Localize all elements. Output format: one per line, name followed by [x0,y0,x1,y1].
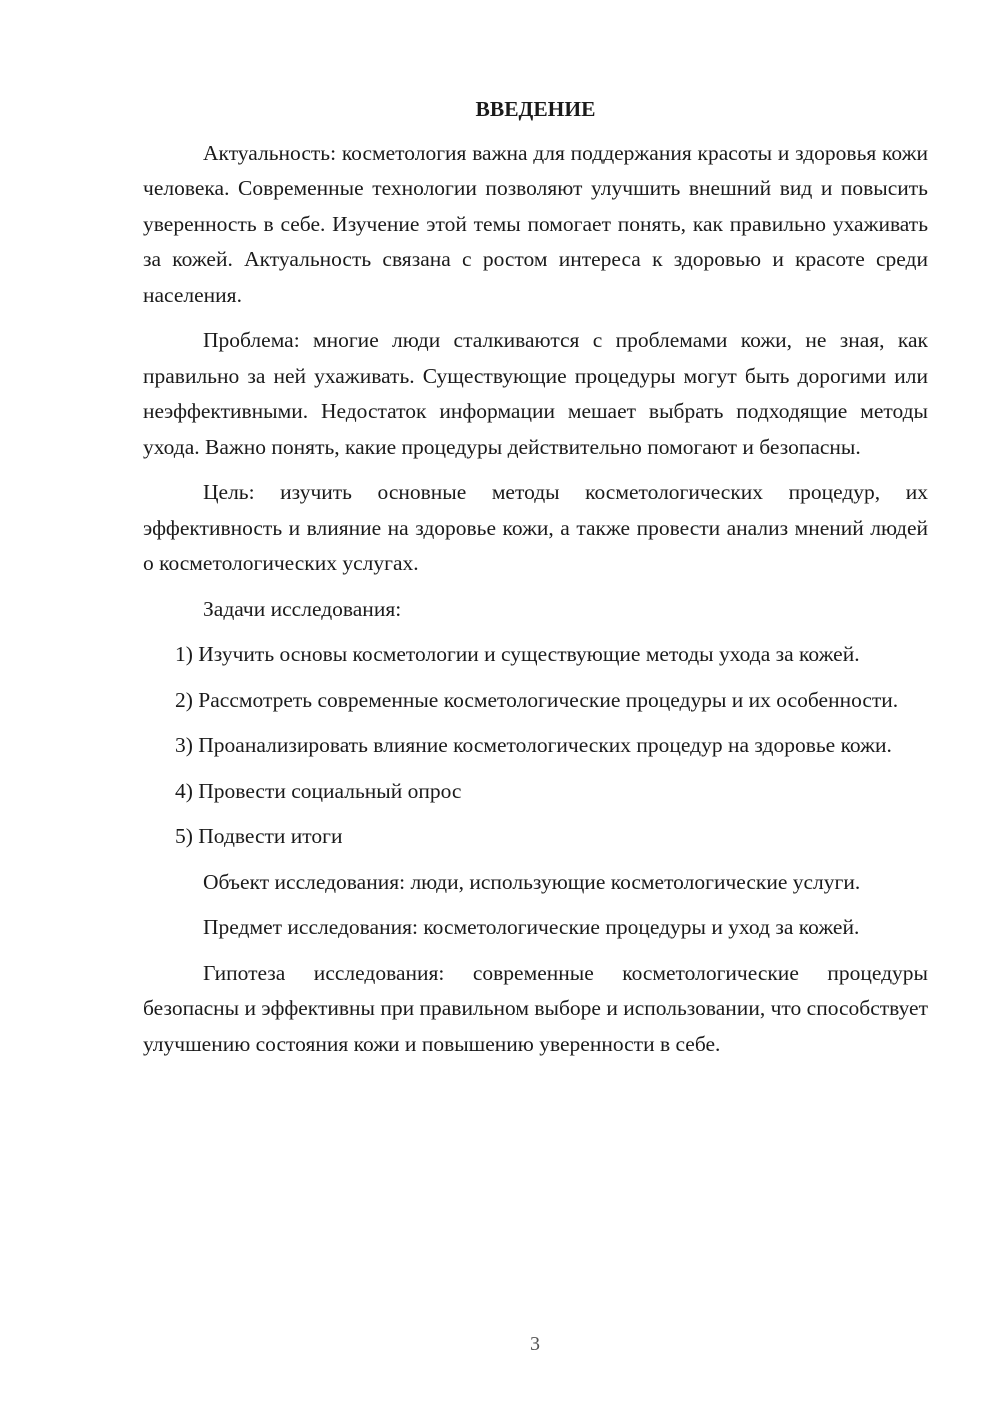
task-item-1: 1) Изучить основы косметологии и существующие методы ухода за кожей. [175,642,860,666]
relevance-paragraph: Актуальность: косметология важна для поддержания красоты и здоровья кожи человека. Современные технологии позволяют улучшить внешний вид и повысить уверенность в себе. Изучение этой темы помогает понять, как правильно ухаживать за кожей. Актуальность связана с ростом интереса к здоровью и красоте среди населения. [143,140,928,307]
goal-paragraph: Цель: изучить основные методы косметологических процедур, их эффективность и влияние на здоровье кожи, а также провести анализ мнений людей о косметологических услугах. [143,480,928,575]
page-title: ВВЕДЕНИЕ [475,97,596,121]
tasks-heading: Задачи исследования: [203,596,402,621]
document-page [143,92,928,1072]
task-item-4: 4) Провести социальный опрос [175,778,462,803]
problem-paragraph: Проблема: многие люди сталкиваются с проблемами кожи, не зная, как правильно за ней ухаживать. Существующие процедуры могут быть дорогими или неэффективными. Недостаток информации мешает выбрать подходящие методы ухода. Важно понять, какие процедуры действительно помогают и безопасны. [143,328,928,459]
page-number: 3 [530,1333,540,1355]
object-paragraph: Объект исследования: люди, использующие косметологические услуги. [203,869,861,894]
hypothesis-paragraph: Гипотеза исследования: современные косметологические процедуры безопасны и эффективны при правильном выборе и использовании, что способствует улучшению состояния кожи и повышению уверенности в себе. [143,960,928,1056]
task-item-2: 2) Рассмотреть современные косметологические процедуры и их особенности. [175,687,899,712]
task-item-5: 5) Подвести итоги [175,824,343,848]
task-item-3: 3) Проанализировать влияние косметологических процедур на здоровье кожи. [175,733,892,757]
subject-paragraph: Предмет исследования: косметологические процедуры и уход за кожей. [203,915,860,939]
